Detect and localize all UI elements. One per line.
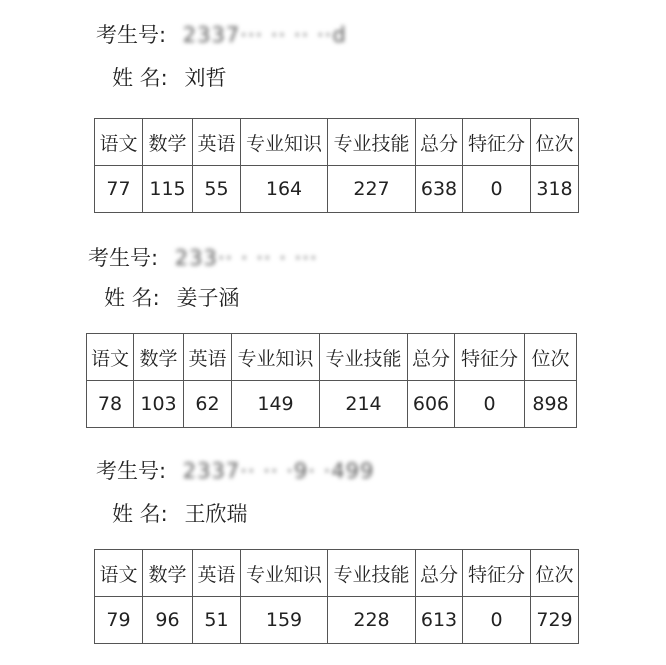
student-name: 刘哲 [184, 66, 227, 90]
score-cell: 103 [134, 381, 184, 428]
header-cell-professional-skills: 专业技能 [328, 550, 416, 597]
student-name: 姜子涵 [176, 286, 240, 310]
candidate-number-label: 考生号: [96, 23, 167, 47]
score-cell: 78 [87, 381, 134, 428]
header-cell-math: 数学 [134, 334, 184, 381]
score-table [94, 549, 579, 644]
score-cell: 0 [463, 166, 531, 213]
table-row [95, 166, 579, 213]
score-cell: 51 [193, 597, 241, 644]
header-cell-professional-knowledge: 专业知识 [241, 550, 328, 597]
candidate-number-row [88, 244, 318, 272]
header-cell-chinese: 语文 [87, 334, 134, 381]
header-cell-english: 英语 [193, 550, 241, 597]
name-row [112, 500, 247, 528]
candidate-number-label: 考生号: [96, 459, 167, 483]
header-cell-math: 数学 [143, 119, 193, 166]
name-label: 姓 名: [112, 502, 168, 526]
table-header-row [95, 550, 579, 597]
table-header-row [95, 119, 579, 166]
score-cell: 613 [416, 597, 463, 644]
candidate-number-value: 2337·· ·· ·9· ·499 [182, 459, 375, 483]
header-cell-rank: 位次 [531, 119, 579, 166]
score-cell: 729 [531, 597, 579, 644]
header-cell-total: 总分 [416, 550, 463, 597]
score-cell: 638 [416, 166, 463, 213]
score-cell: 318 [531, 166, 579, 213]
score-cell: 228 [328, 597, 416, 644]
name-label: 姓 名: [104, 286, 160, 310]
header-cell-feature-score: 特征分 [463, 119, 531, 166]
header-cell-total: 总分 [408, 334, 455, 381]
score-cell: 606 [408, 381, 455, 428]
table-header-row [87, 334, 577, 381]
candidate-number-label: 考生号: [88, 246, 159, 270]
score-cell: 79 [95, 597, 143, 644]
candidate-number-row [96, 457, 374, 485]
header-cell-english: 英语 [193, 119, 241, 166]
header-cell-feature-score: 特征分 [463, 550, 531, 597]
header-cell-rank: 位次 [531, 550, 579, 597]
candidate-number-row [96, 21, 347, 49]
header-cell-chinese: 语文 [95, 119, 143, 166]
table-row [95, 597, 579, 644]
score-cell: 149 [232, 381, 320, 428]
student-name: 王欣瑞 [184, 502, 248, 526]
score-cell: 0 [463, 597, 531, 644]
score-cell: 214 [320, 381, 408, 428]
score-cell: 96 [143, 597, 193, 644]
score-cell: 0 [455, 381, 525, 428]
header-cell-total: 总分 [416, 119, 463, 166]
header-cell-professional-skills: 专业技能 [320, 334, 408, 381]
score-cell: 62 [184, 381, 232, 428]
score-cell: 115 [143, 166, 193, 213]
candidate-number-value: 2337··· ·· ·· ··d [182, 23, 347, 47]
score-table [94, 118, 579, 213]
header-cell-professional-skills: 专业技能 [328, 119, 416, 166]
name-label: 姓 名: [112, 66, 168, 90]
score-cell: 55 [193, 166, 241, 213]
name-row [104, 284, 239, 312]
name-row [112, 64, 226, 92]
score-cell: 898 [525, 381, 577, 428]
header-cell-math: 数学 [143, 550, 193, 597]
candidate-number-value: 233·· · ·· · ··· [174, 246, 318, 270]
table-row [87, 381, 577, 428]
score-cell: 227 [328, 166, 416, 213]
header-cell-feature-score: 特征分 [455, 334, 525, 381]
header-cell-english: 英语 [184, 334, 232, 381]
score-table [86, 333, 577, 428]
score-cell: 159 [241, 597, 328, 644]
score-cell: 77 [95, 166, 143, 213]
header-cell-rank: 位次 [525, 334, 577, 381]
header-cell-professional-knowledge: 专业知识 [232, 334, 320, 381]
header-cell-chinese: 语文 [95, 550, 143, 597]
header-cell-professional-knowledge: 专业知识 [241, 119, 328, 166]
score-cell: 164 [241, 166, 328, 213]
